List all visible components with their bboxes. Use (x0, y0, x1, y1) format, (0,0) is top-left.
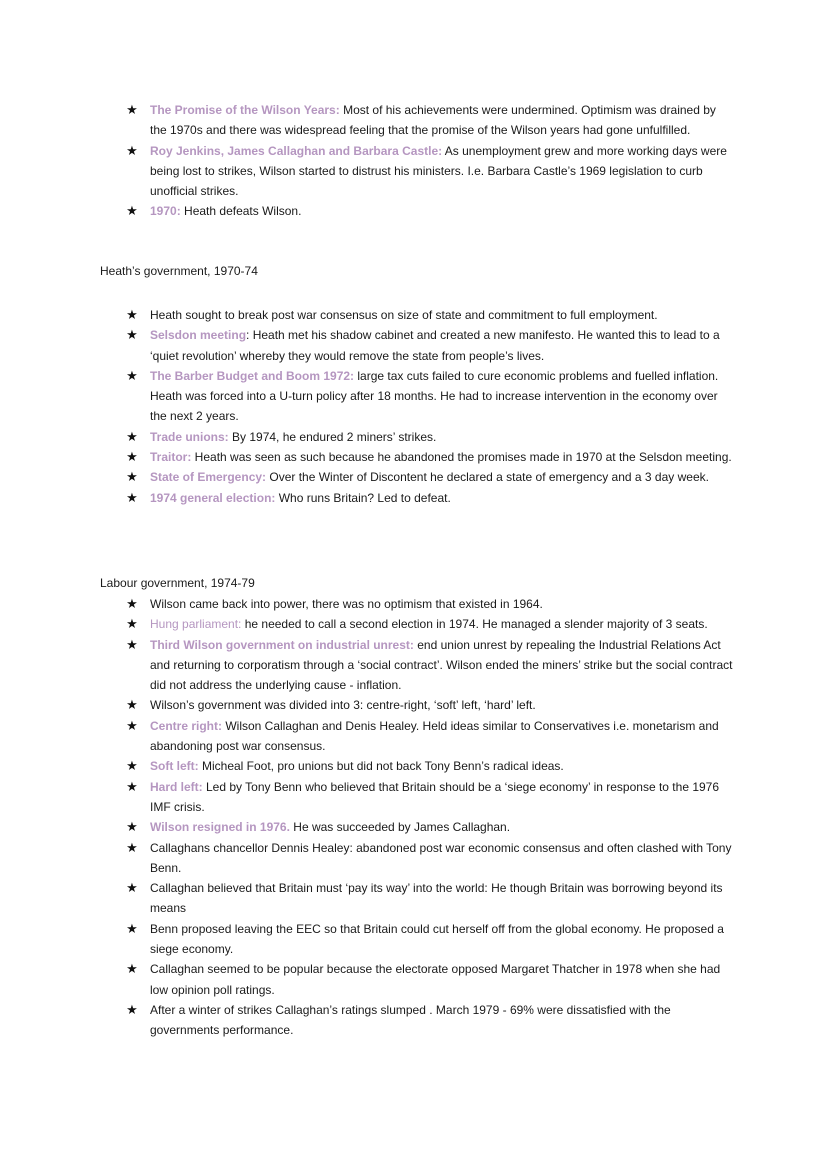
bullet-item (125, 488, 735, 508)
star-bullet-icon: ★ (126, 717, 138, 733)
star-bullet-icon: ★ (126, 327, 138, 343)
bullet-text: end union unrest by repealing the Industrial Relations Act and returning to corporatism through a ‘social contract’. Wilson ended the miners’ strike but the social contract did not address the underlying cause - inflation. (150, 637, 733, 693)
bullet-item (125, 201, 735, 221)
bullet-item (125, 100, 735, 141)
bullet-text: large tax cuts failed to cure economic problems and fuelled inflation. Heath was forced into a U-turn policy after 18 months. He had to increase intervention in the economy over the next 2 years. (150, 368, 719, 424)
bullet-text: By 1974, he endured 2 miners’ strikes. (228, 429, 437, 444)
bullet-text: : Heath met his shadow cabinet and created a new manifesto. He wanted this to lead to a ‘quiet revolution’ whereby they would remove the state from people’s lives. (150, 328, 720, 363)
highlighted-term: Trade unions: (150, 429, 229, 444)
bullet-text: As unemployment grew and more working days were being lost to strikes, Wilson started to distrust his ministers. I.e. Barbara Castle’s 1969 legislation to curb unofficial strikes. (150, 143, 727, 199)
highlighted-term: 1970: (150, 204, 181, 219)
labour-government-heading: Labour government, 1974-79 (100, 576, 255, 590)
bullet-item (125, 1000, 735, 1041)
highlighted-term: The Promise of the Wilson Years: (150, 103, 340, 117)
bullet-text: Heath defeats Wilson. (180, 204, 302, 219)
star-bullet-icon: ★ (126, 102, 138, 117)
highlighted-term: Wilson resigned in 1976. (150, 820, 290, 835)
bullet-text: Callaghan seemed to be popular because the electorate opposed Margaret Thatcher in 1978 when she had low opinion poll ratings. (150, 962, 721, 997)
star-bullet-icon: ★ (126, 697, 138, 713)
bullet-text: Who runs Britain? Led to defeat. (275, 490, 451, 505)
bullet-text: Callaghans chancellor Dennis Healey: abandoned post war economic consensus and often clashed with Tony Benn. (150, 840, 732, 875)
highlighted-term: Traitor: (150, 450, 192, 465)
star-bullet-icon: ★ (126, 616, 138, 632)
bullet-item (125, 594, 735, 614)
bullet-text: Led by Tony Benn who believed that Britain should be a ‘siege economy’ in response to the 1976 IMF crisis. (150, 779, 720, 814)
bullet-text: Benn proposed leaving the EEC so that Britain could cut herself off from the global economy. He proposed a siege economy. (150, 921, 724, 957)
star-bullet-icon: ★ (126, 489, 138, 505)
heath-government-heading: Heath’s government, 1970-74 (100, 264, 258, 278)
bullet-text: Wilson came back into power, there was no optimism that existed in 1964. (150, 597, 543, 611)
bullet-item (125, 919, 735, 960)
bullet-item (125, 838, 735, 879)
highlighted-term: The Barber Budget and Boom 1972: (150, 368, 355, 383)
bullet-item (125, 878, 735, 919)
bullet-item (125, 756, 735, 776)
bullet-text: He was succeeded by James Callaghan. (289, 820, 511, 835)
bullet-item (125, 427, 735, 447)
heath-government-list (125, 305, 735, 508)
highlighted-term: Third Wilson government on industrial unrest: (150, 637, 414, 652)
bullet-text: he needed to call a second election in 1974. He managed a slender majority of 3 seats. (241, 617, 708, 632)
star-bullet-icon: ★ (126, 758, 138, 774)
bullet-item (125, 777, 735, 818)
star-bullet-icon: ★ (126, 839, 138, 855)
highlighted-term: Hung parliament: (150, 617, 242, 632)
bullet-item (125, 325, 735, 366)
bullet-item (125, 305, 735, 325)
wilson-years-list (125, 100, 735, 222)
bullet-text: Heath sought to break post war consensus on size of state and commitment to full employment. (150, 308, 658, 322)
star-bullet-icon: ★ (126, 142, 138, 158)
highlighted-term: Roy Jenkins, James Callaghan and Barbara Castle: (150, 143, 443, 158)
highlighted-term: Selsdon meeting (150, 328, 247, 343)
bullet-text: Most of his achievements were undermined. Optimism was drained by the 1970s and there was widespread feeling that the promise of the Wilson years had gone unfulfilled. (150, 103, 716, 138)
bullet-text: After a winter of strikes Callaghan’s ratings slumped . March 1979 - 69% were dissatisfied with the governments performance. (150, 1002, 671, 1038)
labour-government-list (125, 594, 735, 1041)
bullet-item (125, 141, 735, 202)
bullet-item (125, 817, 735, 837)
bullet-text: Wilson Callaghan and Denis Healey. Held ideas similar to Conservatives i.e. monetarism and abandoning post war consensus. (150, 718, 719, 754)
bullet-item (125, 959, 735, 1000)
bullet-item (125, 635, 735, 696)
bullet-text: Wilson’s government was divided into 3: centre-right, ‘soft’ left, ‘hard’ left. (150, 698, 536, 713)
star-bullet-icon: ★ (126, 920, 138, 936)
highlighted-term: Centre right: (150, 718, 222, 733)
highlighted-term: State of Emergency: (150, 470, 267, 485)
highlighted-term: Hard left: (150, 779, 203, 794)
bullet-text: Micheal Foot, pro unions but did not back Tony Benn’s radical ideas. (198, 759, 564, 774)
bullet-text: Callaghan believed that Britain must ‘pay its way’ into the world: He though Britain was borrowing beyond its means (150, 881, 723, 916)
highlighted-term: 1974 general election: (150, 490, 276, 505)
highlighted-term: Soft left: (150, 759, 199, 774)
star-bullet-icon: ★ (126, 367, 138, 383)
bullet-text: Heath was seen as such because he abandoned the promises made in 1970 at the Selsdon meeting. (191, 450, 732, 465)
star-bullet-icon: ★ (126, 819, 138, 835)
bullet-text: Over the Winter of Discontent he declared a state of emergency and a 3 day week. (266, 470, 709, 485)
bullet-item (125, 614, 735, 634)
star-bullet-icon: ★ (126, 596, 138, 611)
bullet-item (125, 467, 735, 487)
bullet-item (125, 366, 735, 427)
star-bullet-icon: ★ (126, 778, 138, 794)
star-bullet-icon: ★ (126, 203, 138, 219)
star-bullet-icon: ★ (126, 961, 138, 977)
star-bullet-icon: ★ (126, 880, 138, 896)
star-bullet-icon: ★ (126, 307, 138, 322)
star-bullet-icon: ★ (126, 636, 138, 652)
star-bullet-icon: ★ (126, 449, 138, 465)
bullet-item (125, 695, 735, 715)
star-bullet-icon: ★ (126, 428, 138, 444)
star-bullet-icon: ★ (126, 1001, 138, 1017)
star-bullet-icon: ★ (126, 469, 138, 485)
bullet-item (125, 447, 735, 467)
bullet-item (125, 716, 735, 757)
